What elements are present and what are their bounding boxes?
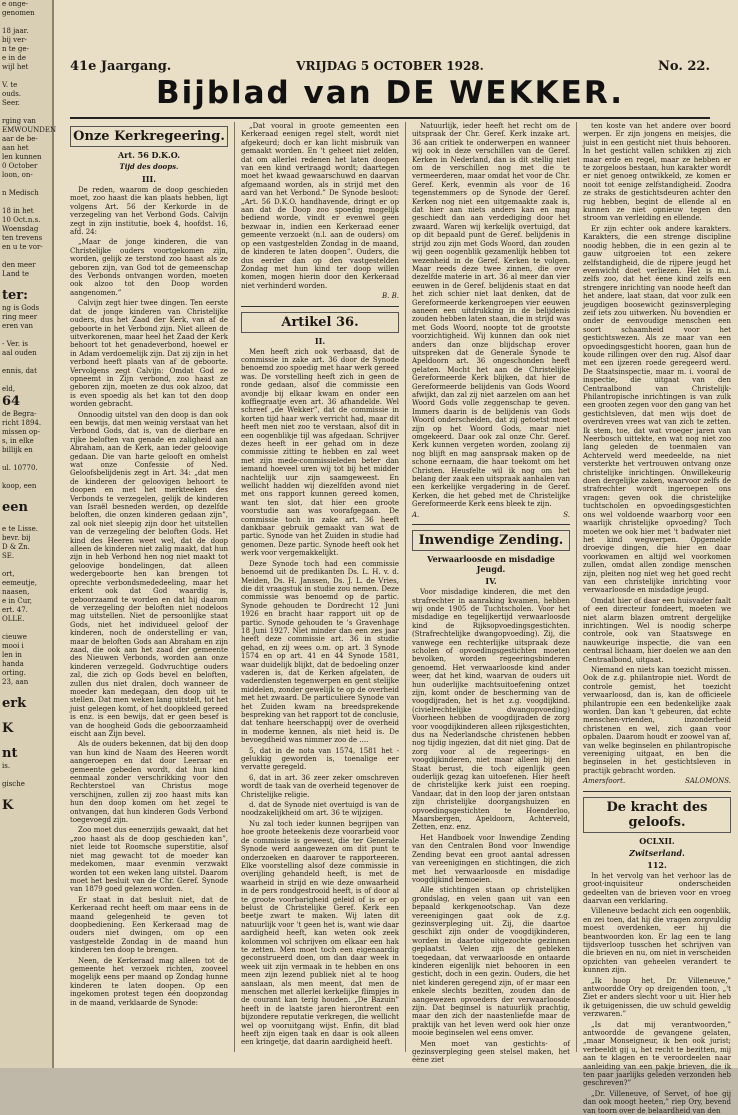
adjacent-page-fragment [0,712,52,721]
column-divider [405,122,406,1052]
adjacent-page-fragment: aan het [2,144,29,152]
adjacent-page-fragment: - Ver. is [2,340,29,348]
adjacent-page-fragment: eld, [2,385,16,393]
paragraph: ten koste van het andere over boord werpen. Er zijn jongens en meisjes, die juist in een gesticht niet thuis behooren. In het gesticht vallen schikken zij zich maar erde en regel, maar ze hebben er te zorgeloos bestaan, hun karakter wordt er niet genoeg ontwikkeld, ze komen er nooit tot eenige zelfstandigheid. Zoodra ze straks de gestichtsdeuren achter den rug hebben, begint de ellende al en kunnen ze niet opnieuw tegen den stroom van verleiding en ellende. [583,122,731,223]
adjacent-page-fragment: n Medisch [2,189,39,197]
adjacent-page-fragment: ng is Gods [2,304,40,312]
adjacent-page-fragment: s, in elke [2,437,34,445]
adjacent-page-fragment: ring meer [2,313,38,321]
article-subheading: Zwitserland. [629,847,685,858]
paragraph: Zoo moet dus eenerzijds gewaakt, dat het „zoo haast als de doop geschieden kan”, niet leide tot Roomsche superstitie, alsof niet mag gewacht tot de moeder kan medekomen, maar evenmin verzwakt worden tot een weken lang uitstel. Daarom moet het besluit van de Chr. Geref. Synode van 1879 goed gelezen worden. [70,826,228,894]
adjacent-page-fragment: Woensdag [2,225,39,233]
adjacent-page-fragment: koop, een [2,482,37,490]
adjacent-page-fragment: eemeutje, [2,579,37,587]
paragraph: 5, dat in de nota van 1574, 1581 het - gelukkig geworden is, toenalige eer vervatte geregeld. [241,746,399,772]
adjacent-page-fragment [0,331,52,340]
masthead [70,55,710,115]
article-signature: A. S. [412,510,570,519]
paragraph: De reden, waarom de doop geschieden moet, zoo haast die kan plaats hebben, ligt volgens Art. 56 der Kerkorde in de verzegeling van het Verbond Gods. Calvijn zegt in zijn institutie, boek 4, hoofdst. 16, afd. 24: [70,186,228,237]
paragraph: Voor misdadige kinderen, die met den strafrechter in aanraking kwamen, hebben wij onde 1905 de Tuchtscholen. Voor het misdadige en tegelijkertijd verwaarloosde kind de Rijksopvoedingsgestichten. (Strafrechtelijke dwangopvoeding). Zij, die vanwege een rechterlijke uitspraak deze scholen of opvoedingsgestichten moeten bevolken, worden regeeringsbinderen genoemd. Het verwaarloosde kind ander weer, dat het kind, waarvan de ouders uit hun ouderlijke machtsuitoefening ontzet zijn, komt onder de bescherming van de voogdijraden, het is het z.g. voogdijkind. (civielrechtelijke dwangopvoeding) Voorheen hebben de voogdijraden de zorg voor voogdijkinderen alleen rijksgestichten, dus na Nederlandsche christenen hebben nog tijdig ingezien, dat dit niet ging. Dat de zorg voor al de regeerings- en voogdijkinderen, niet maar alleen bij den Staat berust, die toch eigenlijk geen ouderlijk gezag kan uitoefenen. Hier heeft de christelijke kerk juist een roeping. Vandaar, dat in den loop der jaren ontstaan zijn christelijke doorgangshuizen en opvoedingsgestichten te Hoenderloo, Maarsbergen, Apeldoorn, Achterveld, Zetten, enz. enz. [412,588,570,832]
article-heading: De kracht des geloofs. [583,797,731,833]
adjacent-page-fragment: n te ge- [2,45,29,53]
adjacent-page-fragment: Seer. [2,99,20,107]
adjacent-page-fragment: is. [2,762,11,770]
adjacent-page-fragment: aar de be- [2,135,38,143]
adjacent-page-fragment: ul. 10770. [2,464,38,472]
paragraph: d. dat de Synode niet overtuigd is van de noodzakelijkheid om art. 36 te wijzigen. [241,801,399,818]
paragraph: Nu zal toch ieder kunnen begrijpen van hoe groote beteekenis deze voorarbeid voor de commissie is geweest, die ter Generale Synode werd aangewezen om dit punt te onderzoeken en daarover te rapporteeren. Elke voorstelling alsof deze commissie in overijling gehandeld heeft, is met de waarheid in strijd en wie deze onwaarheid in de pers rondgestrooid heeft, is of door al te groote voorbarigheid geleid of is er op belust de Christelijke Geref. Kerk een beetje zwart te maken. Wij laten dit natuurlijk voor 't geen het is, want wie daar aardigheid heeft, kan weten ook zeek kolommen vol schrijven om elkaar een hak te zetten. Men moet toch een eigenaardig geconstrueerd doen, om dan daar week in week uit zijn vermaak in te hebben en ons meen zijn lezend publiek niet al te hoog aanslaan, als men meent, dat men de menschen met allerlei kerkelijke flimpjes in de courant kan terig houden. „De Bazuin” heeft in de laatste jaren hierontrent een bijzondere reputatie verkregen, die wellicht wel op vooruitgang wijst. Enfin, dit blad heeft zijn eigen taak en daar is ook alleen een kringetje, dat daarin aardigheid heeft. [241,819,399,1047]
adjacent-page-fragment [0,771,52,780]
adjacent-page-fragment: 18 in het [2,207,34,215]
adjacent-page-fragment: billijk en [2,446,33,454]
adjacent-page-fragment: ennis, dat [2,367,37,375]
article-divider [583,791,731,792]
adjacent-page-fragment: e in Cur, [2,597,33,605]
adjacent-page-fragment: e te Lisse. [2,525,38,533]
article-divider [412,524,570,525]
article-signature: Amersfoort. SALOMONS. [583,777,731,786]
article-part-number: III. [141,174,156,184]
adjacent-page-edge [0,0,57,1068]
column-2 [241,122,399,1052]
adjacent-page-fragment: aal ouden [2,349,37,357]
adjacent-page-fragment: orting. [2,669,26,677]
adjacent-page-fragment [0,279,52,288]
adjacent-page-fragment: len kunnen [2,153,42,161]
paragraph: „Maar de jonge kinderen, die van Christelijke ouders voortgekomen zijn, worden, gelijk ze terstond zoo haast als ze geboren zijn, van God tot de gemeenschap des Verbonds ontvangen worden, moeten ook alzoo tot den Doop worden aangenomen.” [70,238,228,297]
paragraph: „Dr. Villeneuve, of Servet, of hoe gij dan ook moogt heeten,” riep Ory, bevend van toorn over de belaardheid van den [583,1089,731,1115]
adjacent-page-fragment: den meer [2,261,36,269]
paragraph: Er zijn echter ook andere karakters. Karakters, die een strenge discipline noodig hebben, die in een gezin al te gauw uitgroeien tot een zekere zelfstandigheid, die de rijpere jeugd het evenwicht doet verliezen. Het is m.i. zelfs zoo, dat het éene kind zelfs een strengere inrichting van noode heeft dan het andere, laat staan, dat voor zulk een jeugdigen boosewicht gezinsverpleging zeif iets zou uitwerken. Nu bovendien er onder de eenvoudige menschen een soort schaamheid voor het gestichtswezen. Als ze maar van een opvoedingsgesticht hooren, gaan hun de koude rillingen over den rug. Alsof daar met een ijzeren roede geregeerd werd. De Staatsinspectie, maar m. i. vooral de inspectie, die uitgaat van den Centraalbond van Christelijk-Philantropische inrichtingen is van zulk een grooten zegen voor den gang van het gestichtsleven, dat men wijs doet de overdreven vrees wat van zich te zetten. Ik stem, toe, dat wat vroeger jaren van Neerbosch uittekte, en wat nog niet zoo lang geleden de toenmalen van Achterveld werd meedeelde, na niet versterkte het vertrouwen ontvang onze christelijke inrichtingen. Onwillekeurig doen dergelijke zaken, waarvoor zelfs de strafrechter wordt ingeroepen ons vragen: geven ook die christelijke tuchtscholen en opvoedingsgestichten ons wel voldoende waarborg voor een waarlijk christelijke opvoeding? Toch moeten we ook hier met 't badwater niet het kind wegwerpen. Opgemelde droevige dingen, die hier en daar voorkwamen en altijd wel voorkomen zullen, omdat allen zondige menschen zijn, pleiten nog niet weg het goed recht van een christelijke inrichting voor verwaarloosde en misdadige jeugd. [583,224,731,595]
adjacent-page-fragment: ten trevens [2,234,43,242]
column-4 [583,122,731,1115]
adjacent-page-fragment: handa [2,660,24,668]
adjacent-page-fragment [0,252,52,261]
adjacent-page-fragment [0,455,52,464]
paragraph: „Dat vooral in groote gemeenten een Kerkeraad eenigen regel stelt, wordt niet afgekeurd; doch er kan licht misbruik van gemaakt worden. En 't geheet niet zelden, dat om allerlei redenen het laten doopen van een kind vertraagd wordt; daartegen moet het kwaad gewaarschuwd en daarvan afgemaand worden, als in strijd met den aard van het Verbond.” De Synode besloot: „Art. 56 D.K.O. handhavende, dringt er op aan dat de Doop zoo spoedig mogelijk bediend worde, vindt er evenwel geen bezwaar in, indien een Kerkeraad eener gemeente verzoekt (n.l. aan de ouders) om op een vastgestelden Zondag in de maand, de kinderen te laten doopen”. Ouders, die dus eerder dan op den vastgestelden Zondag met hun kind ter doop willen komen, mogen hierin door den Kerkeraad niet verhinderd worden. [241,122,399,290]
paragraph: „Is dat mij verantwoorden,” antwoordde de gevangene gelaten, „maar Monseigneur, ik ben ook jurist; verbeeldt gij u, het recht te bezitten, mij aan te klagen en te veroordeelen naar aanleiding van een pakje brieven, die ik ten paar jaarlijks geleden verzonden heb geschreven?” [583,1020,731,1088]
article-heading: Onze Kerkregeering. [70,126,228,147]
adjacent-page-fragment: ert. 47. [2,606,28,614]
adjacent-page-fragment: ort, [2,570,15,578]
adjacent-page-fragment [0,376,52,385]
paragraph: Als de ouders bekennen, dat bij den doop van hun kind de Naam des Heeren wordt aangeroepen en dat door Leeraar en gemeente gebeden wordt, dat hun kind eenmaal zonder verschrikking voor den Rechterstoel van Christus moge verschijnen, zullen zij zoo haast mits kan hun den doop komen om het zegel te ontvangen, dat hun kinderen Gods Verbond toegevoegd zijn. [70,740,228,825]
adjacent-page-fragment: D & Zn. [2,543,30,551]
adjacent-page-fragment: ouds. [2,90,22,98]
paragraph: Niemand en niets kan toezicht missen. Ook de z.g. philantropie niet. Wordt de controle gemist, het toezicht verwaarloosd, dan is, kan de officieele philantropie een een bedenkelijke zaak worden. Dan kan 't gebeuren, dat echte menschen-vrienden, inzonderheid christenen en wel, zich gaan voor opbalen. Daarom houdt er zoowel van af, van welke beginselen en philantropische vereeniging uitgaat, en ben die beginselen in het gestichtsleven in practijk gebracht worden. [583,666,731,775]
paragraph: Onnoodig uitstel van den doop is dan ook een bewijs, dat men weinig verstaat van het Verbond Gods, dat is, van de dierbare en rijke beloften van genade en zaligheid aan Abraham, aan de Kerk, aan ieder geloovige gedaan. Die van harte gelooft en omhelst wat onze Confessie of Ned. Geloofsbelijdenis zegt in Art. 34: „dat men de kinderen der geloovigen behoort te doopen en met het merkteeken des Verbonds te verzegelen, gelijk de kinderen van Israël besneden werden, op dezelfde beloften, die onzen kinderen gedaan zijn”, zal ook niet sleepig zijn door het uitstellen van de verzegeling der beloften Gods. Het kind des Heeren weet wel, dat de doop alleen de kinderen niet zalig maakt, dat hun zijn in heb Verbond hen nog niet maakt tot geloovige bondelingen, dat alleen wedergeboorte hen kan brengen tot oprechte verbondsmededeeling, maar het erkent ook dat God waardig is, geboorzaamd te worden en dat hij daarom de verzegeling der beloften niet nodeloos mag uitstellen. Niet de persoonlijke staat Gods, niet het individueel geloof der kinderen, noch de onderstelling er van, maar de beloften Gods aan Abraham en zijn zaad, die ook aan het zaad der gemeente des Nieuwen Verbonds, worden aan onze kinderen verzegeld. Godvruchtige ouders zal, die zich op Gods bevel en beloften, zullen dus niet dralen, doch wanneer de moeder kan medegaan, den doop uit te stellen. Dat men weken lang uitstelt, tot het juist gelegen komt, of het doopkleed gereed is enz. is een bewijs, dat er geen besef is van de hoogheid Gods die geboorzaamheid eischt aan Zijn bevel. [70,410,228,738]
adjacent-page-fragment: loon, on- [2,171,33,179]
article-part-number: II. [314,335,326,346]
paragraph: „Ik hoop het, Dr. Villeneuve,” antwoordde Ory op dreigenden toon, „'t Ziet er anders slecht voor u uit. Hier heb ik getuigenissen, die uw schuld geweldig verzwaren.” [583,976,731,1019]
article-part-number: IV. [485,576,497,587]
paragraph: Deze Synode toch had een commissie benoemd uit de predikanten Ds. L. H. v. d. Meiden, Ds. H. Janssen, Ds. J. L. de Vries, die dit vraagstuk in studie zou nemen. Deze commissie was benoemd op de partic. Synode gehouden te Dordrecht 12 Juni 1926 en bracht haar rapport uit op de partic. Synode gehouden te 's Gravenhage 18 Juni 1927. Niet minder dan een zes jaar heeft deze commissie art. 36 in studie gehad, en zij wees o.m. op art. 3 Synode 1574 en op art. 41 en 44 Synode 1581, waar duidelijk blijkt, dat de bedoeling onzer vaderen is, dat de Kerken afgelaten, de vaderdiensten tegenwerpen en gent stelijke middelen, zonder gewelijk te op de overheid met het zwaard. De particuliere Synode van het Zuiden kwam na breedsprekende bespreking van het rapport tot de conclusie, dat tenhare heerschappij over de overheid in moderne kennen, als niet heid is. De bevoegdheid was nimmer zoo de .... [241,559,399,745]
newspaper-title: Bijblad van DE WEKKER. [155,75,625,111]
column-divider [576,122,577,1052]
column-1 [70,122,228,1052]
adjacent-page-fragment: richt 1894. [2,419,42,427]
article-divider [241,306,399,307]
article-subheading: Art. 56 D.K.O. [117,150,181,160]
adjacent-page-fragment: 0 October [2,162,38,170]
article-subheading: Verwaarloosde en misdadige Jeugd. [427,554,555,575]
issue-number: No. 22. [658,59,710,74]
adjacent-page-fragment: gische [2,780,25,788]
paragraph: Calvijn zegt hier twee dingen. Ten eerste dat de jonge kinderen van Christelijke ouders, dus het Zaad der Kerk, van af de geboorte in het Verbond zijn. Niet alleen de uitverkorenen, maar heel het Zaad der Kerk behoort tot het genadeverbond, hoewel er in Adam verdoemelijk zijn. Dat zij zijn in het verbond heeft plaats van af de geboorte. Vervolgens zegt Calvijn: Omdat God ze opneemt in Zijn verbond, zoo haast ze geboren zijn, moeten ze dus ook alzoo, dat is even spoedig als het kan tot den doop worden gebracht. [70,299,228,409]
adjacent-page-fragment: missen op- [2,428,40,436]
column-divider [234,122,235,1052]
adjacent-page-fragment: OLLE. [2,615,25,623]
article-heading: Artikel 36. [241,312,399,333]
adjacent-page-fragment: genomen [2,9,35,17]
adjacent-page-fragment [0,737,52,746]
adjacent-page-fragment [0,491,52,500]
adjacent-page-fragment [0,561,52,570]
column-3 [412,122,570,1065]
adjacent-page-fragment [0,624,52,633]
adjacent-page-fragment: wijl het [2,63,29,71]
adjacent-page-fragment: e onge- [2,0,29,8]
adjacent-page-fragment: erk [2,696,27,711]
adjacent-page-fragment: rging van [2,117,36,125]
adjacent-page-fragment: de Begra- [2,410,37,418]
volume-label: 41e Jaargang. [70,59,172,74]
paragraph: Men heeft zich ook verbaasd, dat de commissie in zake art. 36 door de Synode benoemd zoo spoedig met haar werk gereed was. De vorstelling heeft zich in geen de ronde gedaan, alsof die commissie een avondje bij elkaar kwam en onder een koffiegraatje even art. 36 afhandelde. Wel schreef „de Wekker”, dat de commissie in korten tijd haar werk verricht had, maar dit heeft men niet zoo te verstaan, alsof dit in een oogenblikje tijl was afgedaan. Schrijver dezes heeft in eer gehad om in deze commissie zitting te hebben en zal weet met zijn mede-commissieleden beter dan iemand hoeveel uren wij tot bij het midder nachtelijk uur zijn saamgeweest. En wellicht hadden wij diezelfden avond niet met ons rapport kunnen gereed komen, want ten slot, dat hier een groote voorstudie aan was voorafgegaan. De commissie toch in zake art. 36 heeft dankbaar gebruik gemaakt van wat de partic. Synode van het Zuiden in studie had genomen. Deze partic. Synode heeft ook het werk voor vergemakkelijkt. [241,347,399,558]
article-part-number: OCLXII. [639,835,675,846]
adjacent-page-fragment: 64 [2,394,21,409]
adjacent-page-fragment [0,198,52,207]
adjacent-page-fragment [0,108,52,117]
adjacent-page-fragment: K [2,798,14,813]
adjacent-page-fragment: SE. [2,552,15,560]
adjacent-page-fragment: en u te vor- [2,243,43,251]
adjacent-page-fragment: V. te [2,81,18,89]
adjacent-page-fragment [0,473,52,482]
adjacent-page-fragment: 10 Oct.n.s. [2,216,41,224]
adjacent-page-fragment: nt [2,746,18,761]
article-signature: B. B. [382,292,399,301]
issue-date: VRIJDAG 5 OCTOBER 1928. [296,59,484,73]
adjacent-page-fragment [0,72,52,81]
adjacent-page-fragment [0,18,52,27]
adjacent-page-fragment: eren van [2,322,34,330]
adjacent-page-fragment: een [2,500,28,515]
paragraph: Natuurlijk, ieder heeft het recht om de uitspraak der Chr. Geref. Kerk inzake art. 36 aan critiek te onderwerpen en wanneer wij ook in deze verschillen van de Geref. Kerken in Nederland, dan is dit stellig niet om de verschillen nog met die te vermeerderen, maar omdat het voor de Chr. Geref. Kerk, evenmin als voor de 16 tegenstemmers op de Synode der Geref. Kerken nog niet een uitgemaakte zaak is, dat hier aan niets anders kan en mag geschiedt dan aan verdediging door het zwaard. Waren wij kerkelijk overtuigd, dat op dit bepaald punt de Geref. belijdenis in strijd zou zijn met Gods Woord, dan zouden wij geen oogenblik gezamenlijk hebben tot wezenheid in de Geref. Kerken te volgen. Maar reeds deze twee zinnen, die over dezelfde materie in art. 36 al meer dan vier eeuwen in de Geref. belijdenis staat en dat het zich schier niet laat denken, dat de Gereformeerde kerkengroepen vier eeuwen aaneen een uitdrukking in de belijdenis zouden hebben laten staan, die in strijd was met Gods Woord, noopte tot de grootste voorzichtigheid. Wij kunnen dan ook niet anders dan onze blijdschap erover uitspreken dat de Generale Synode te Apeldoorn art. 36 ongeschonden heeft gelaten. Mocht het aan de Christelijke Gereformeerde Kerk blijken, dat hier de Gereformeerde belijdenis van Gods Woord afwijkt, dan zal zij niet aarzelen om aan het Woord Gods volle zeggenschap te geven. Immers daarin is de belijdenis van Gods Woord onderscheiden, dat zij getoetst moet zijn op het Woord Gods, maar niet omgekeerd. Daar ook zal onze Chr. Geref. Kerk kunnen vergeten worden, zoolang zij nog blijft en mag aanspraak maken op de schone eernaam, die haar toekomt om het Christen. Heusfelte wil ik nog om het belang der zaak een uitspraak aanhalen van een kerkelijke vergadering in de Geref. Kerken, die het gebed met de Christelijke Gereformeerde Kerk eens bleek te zijn. [412,122,570,509]
adjacent-page-fragment: bevr. bij [2,534,31,542]
paragraph: In het vervolg van het verhoor las de groot-inquisiteur onderscheiden gedeelten van de brieven voor en vroeg daarvan een verklaring. [583,871,731,905]
adjacent-page-fragment: ter: [2,288,28,303]
adjacent-page-fragment [0,516,52,525]
paragraph: Het Handboek voor Inwendige Zending van den Centralen Bond voor Inwendige Zending bevat een groot aantal adressen van vereenigingen en stichtingen, die zich met het verwaarloosde en misdadige voogdijkind bemoeien. [412,833,570,884]
adjacent-page-fragment [0,687,52,696]
paragraph: Neen, de Kerkeraad mag alleen tot de gemeente het verzoek richten, zooveel mogelijk eens per maand op Zondag hunne kinderen te laten doopen. Op een ingekomen protest tegen één doopzondag in de maand, verklaarde de Synode: [70,956,228,1007]
adjacent-page-fragment: 23, aan [2,678,29,686]
adjacent-page-fragment [0,180,52,189]
adjacent-page-fragment: mooi i [2,642,24,650]
paragraph: Villeneuve bedacht zich een oogenblik, en zei toen, dat hij die vragen zorgvuldig moest overdenken, eer hij die beantwoorden kon. Er lag een te lang tijdsverloop tusschen het schrijven van die brieven en nu, om niet in verscheiden opzichten van geheelen verandert te kunnen zijn. [583,907,731,975]
adjacent-page-fragment: cieuwe [2,633,27,641]
adjacent-page-fragment: len in [2,651,22,659]
paragraph: Omdat hier of daar een huisvader faalt of een directeur fondeert, moeten we niet alarm blazen omtrent dergelijke inrichtingen. Wel is noodig scherpe controle, ook van Staatswege en nauwkeurige inspectie, die van een centraal lichaam, hier doelen we aan den Centraalbond, uitgaat. [583,596,731,664]
paragraph: 6, dat in art. 36 zeer zeker omschreven wordt de taak van de overheid tegenover de Christelijke religie. [241,773,399,799]
article-heading: Inwendige Zending. [412,530,570,551]
adjacent-page-fragment: K [2,721,14,736]
adjacent-page-fragment [0,358,52,367]
episode-number: 112. [647,859,667,870]
adjacent-page-fragment: 18 jaar. [2,27,29,35]
paragraph: Alle stichtingen staan op christelijken grondslag, en velen gaan uit van een bepaald kerkgenootschap. Van deze vereenigingen gaat ook de z.g. gezinsverpleging uit. Zij, die daartoe geschikt zijn onder de voogdijkinderen, worden in daartoe uitgezochte gezinnen geplaatst. Velen zijn de gebleken toegedaan, dat verwaarloosde en ontaarde kinderen eigenlijk niet behooren in een gesticht, doch in een gezin. Ouders, die het niet kinderen geregend zijn, of er maar een enkele slechts bezitten, zouden dan de aangewezen opvoeders der verwaarloosde zijn. Dat beginsel is natuurlijk prachtig, maar den zich der naastenliefde maar de praktijk van het leven werd ook hier onze mooie beginselen wel eens omver. [412,886,570,1038]
adjacent-page-fragment [0,789,52,798]
adjacent-page-fragment: EMWOUNDEN [2,126,57,134]
adjacent-page-fragment: naasen, [2,588,30,596]
paragraph: Er staat in dat besluit niet, dat de Kerkeraad recht heeft om maar eens in de maand gelegenheid te geven tot doopbediening. Een Kerkeraad mag de ouders niet dwingen, om op een vastgestelde Zondag in de maand hun kinderen ten doop te brengen. [70,895,228,955]
paragraph: Men moet van gestichts- of gezinsverpleging geen stelsel maken, het éène ziet [412,1039,570,1065]
article-subheading: Tijd des doops. [119,162,179,171]
adjacent-page-fragment: e in de [2,54,26,62]
adjacent-page-fragment: bij ver- [2,36,27,44]
adjacent-page-fragment: Land te [2,270,29,278]
masthead-rule [70,117,710,119]
